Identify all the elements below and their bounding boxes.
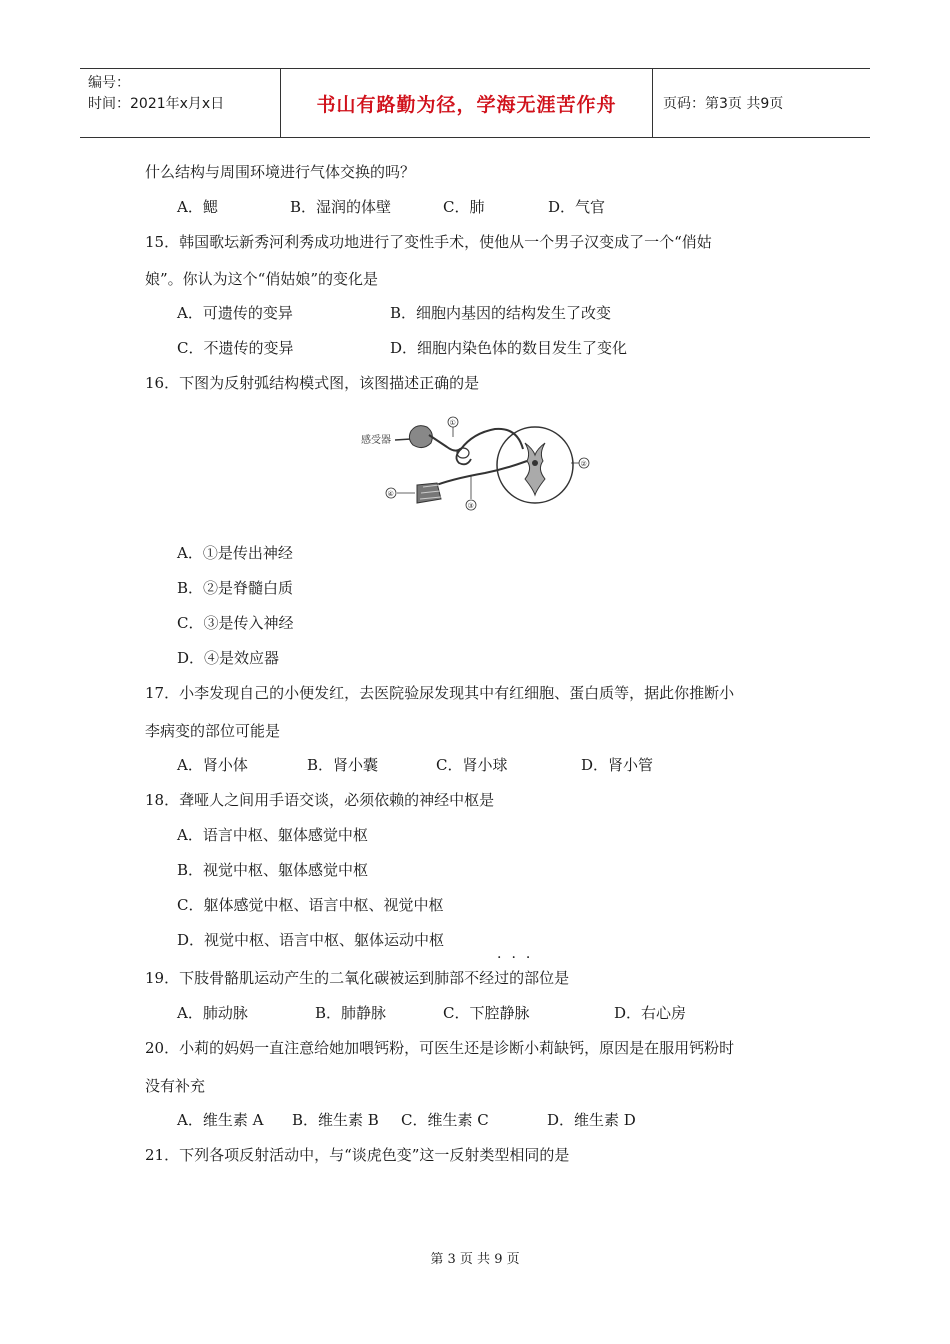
q19-option-d: D．右心房 [614, 1004, 687, 1022]
q17-option-d: D．肾小管 [581, 756, 654, 774]
q17-stem-2: 李病变的部位可能是 [145, 722, 281, 740]
q20-option-a: A．维生素 A [177, 1111, 264, 1129]
doc-time-label: 时间：2021年x月x日 [88, 96, 225, 112]
page-header [80, 68, 870, 138]
label-circle-1: ① [449, 419, 456, 427]
q18-option-a: A．语言中枢、躯体感觉中枢 [177, 826, 368, 844]
q17-option-c: C．肾小球 [436, 756, 508, 774]
q18-option-d: D．视觉中枢、语言中枢、躯体运动中枢 [177, 931, 445, 949]
reflex-arc-diagram [355, 413, 595, 515]
q15-option-c: C．不遗传的变异 [177, 339, 294, 357]
q16-stem: 16．下图为反射弧结构模式图，该图描述正确的是 [145, 374, 480, 392]
q16-option-b: B．②是脊髓白质 [177, 579, 294, 597]
q16-option-a: A．①是传出神经 [177, 544, 293, 562]
q17-stem-1: 17．小李发现自己的小便发红，去医院验尿发现其中有红细胞、蛋白质等，据此你推断小 [145, 684, 735, 702]
q14-option-a: A．鳃 [177, 198, 218, 216]
q15-option-a: A．可遗传的变异 [177, 304, 293, 322]
doc-number-label: 编号： [88, 75, 130, 91]
q17-option-b: B．肾小囊 [307, 756, 379, 774]
header-page-label: 页码：第3页 共9页 [663, 96, 784, 112]
header-motto: 书山有路勤为径，学海无涯苦作舟 [316, 93, 617, 116]
q20-stem-2: 没有补充 [145, 1077, 206, 1095]
q18-option-b: B．视觉中枢、躯体感觉中枢 [177, 861, 369, 879]
q17-option-a: A．肾小体 [177, 756, 248, 774]
label-circle-3: ③ [467, 502, 474, 510]
q14-stem-tail: 什么结构与周围环境进行气体交换的吗？ [145, 163, 416, 181]
label-circle-4: ④ [387, 490, 394, 498]
receptor-label: 感受器 [361, 435, 391, 446]
q14-option-c: C．肺 [443, 198, 485, 216]
q15-option-b: B．细胞内基因的结构发生了改变 [390, 304, 612, 322]
q20-option-b: B．维生素 B [292, 1111, 379, 1129]
q16-option-d: D．④是效应器 [177, 649, 280, 667]
emphasis-dots: ··· [497, 950, 541, 966]
q14-option-b: B．湿润的体壁 [290, 198, 392, 216]
q14-option-d: D．气官 [548, 198, 606, 216]
q21-stem: 21．下列各项反射活动中，与“谈虎色变”这一反射类型相同的是 [145, 1146, 570, 1164]
q20-stem-1: 20．小莉的妈妈一直注意给她加喂钙粉，可医生还是诊断小莉缺钙，原因是在服用钙粉时 [145, 1039, 735, 1057]
q20-option-c: C．维生素 C [401, 1111, 489, 1129]
header-meta [80, 69, 280, 137]
q16-option-c: C．③是传入神经 [177, 614, 294, 632]
q18-option-c: C．躯体感觉中枢、语言中枢、视觉中枢 [177, 896, 444, 914]
q19-stem: 19．下肢骨骼肌运动产生的二氧化碳被运到肺部不经过的部位是 [145, 969, 570, 987]
q15-option-d: D．细胞内染色体的数目发生了变化 [390, 339, 628, 357]
q15-stem-2: 娘”。你认为这个“俏姑娘”的变化是 [145, 270, 379, 288]
header-motto-cell [280, 69, 653, 137]
page-footer: 第 3 页 共 9 页 [430, 1252, 520, 1267]
q18-stem: 18．聋哑人之间用手语交谈，必须依赖的神经中枢是 [145, 791, 495, 809]
q19-option-b: B．肺静脉 [315, 1004, 387, 1022]
q20-option-d: D．维生素 D [547, 1111, 636, 1129]
q19-option-a: A．肺动脉 [177, 1004, 248, 1022]
label-circle-2: ② [580, 460, 587, 468]
q19-option-c: C．下腔静脉 [443, 1004, 530, 1022]
q15-stem-1: 15．韩国歌坛新秀河利秀成功地进行了变性手术，使他从一个男子汉变成了一个“俏姑 [145, 233, 712, 251]
